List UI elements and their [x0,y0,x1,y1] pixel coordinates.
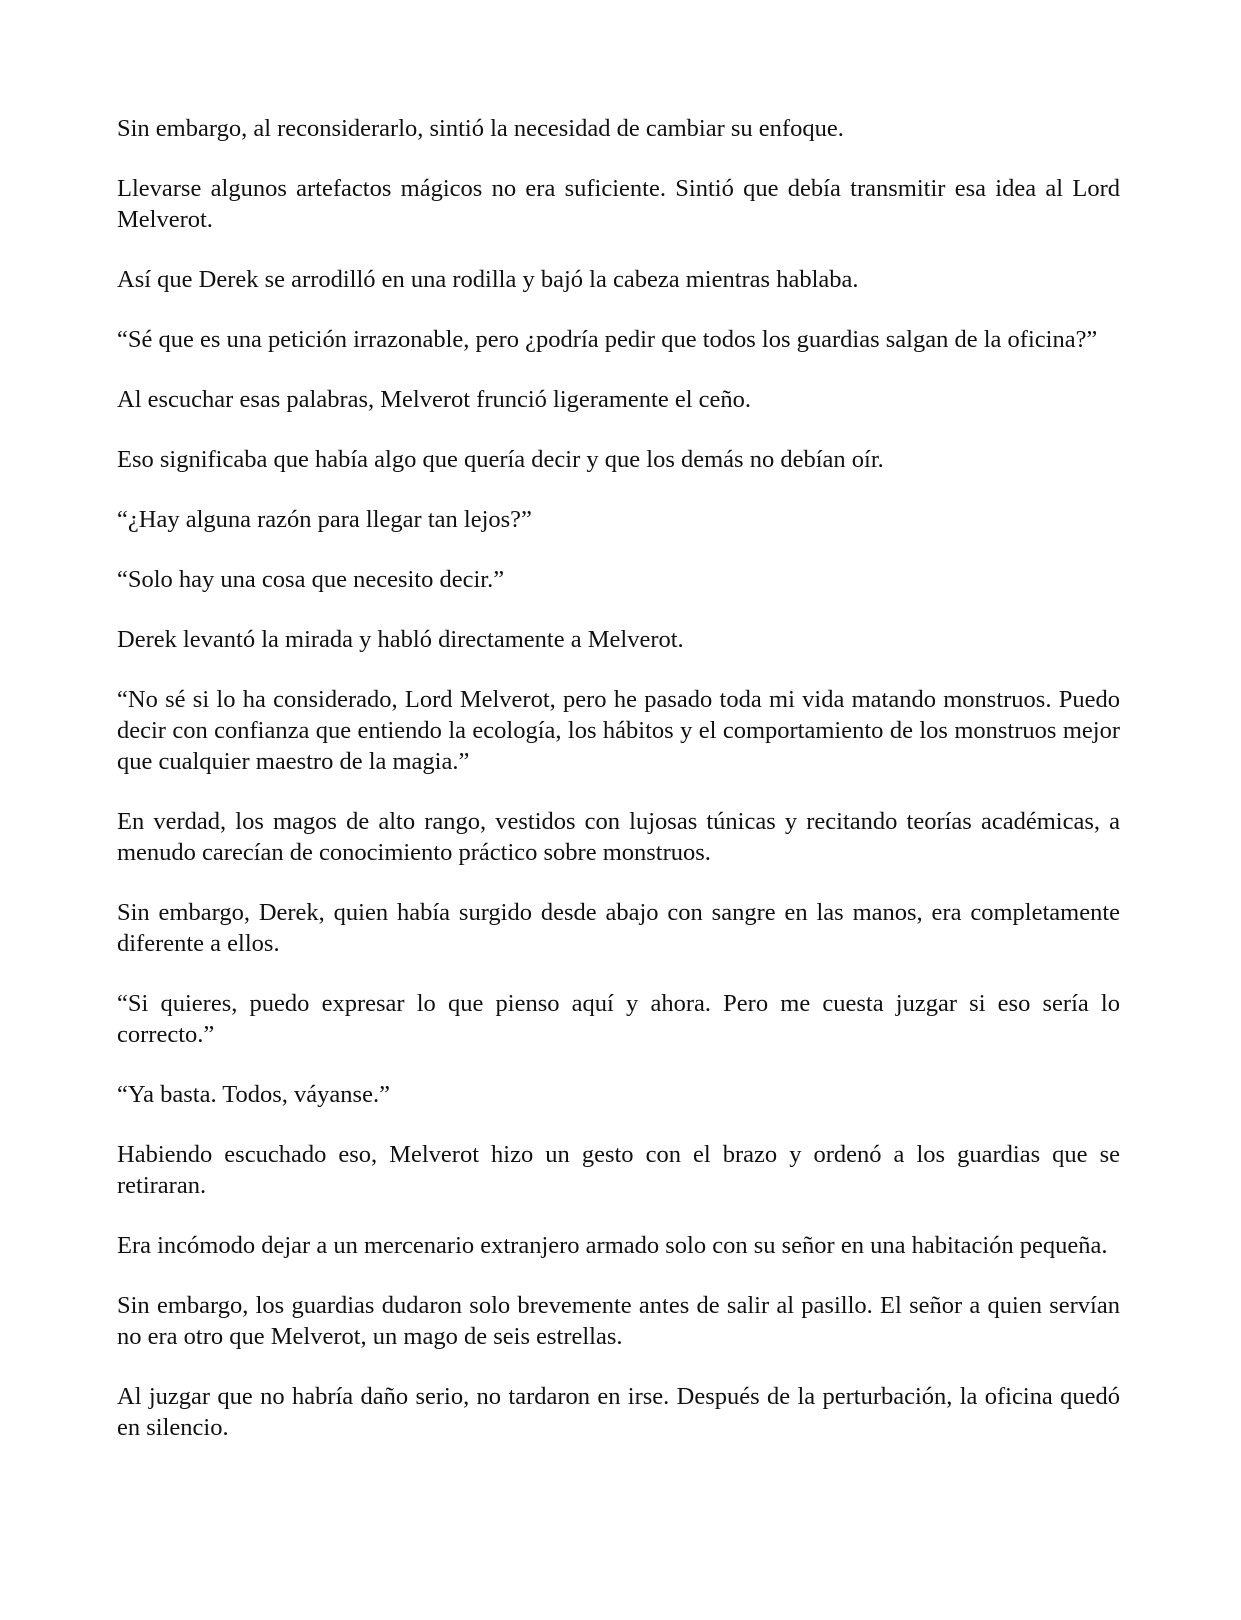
paragraph: Así que Derek se arrodilló en una rodilla y bajó la cabeza mientras hablaba. [117,266,859,293]
paragraph: Sin embargo, los guardias dudaron solo brevemente antes de salir al pasillo. El señor a quien servían no era otro que Melverot, un mago de seis estrellas. [117,1292,1120,1350]
paragraph: En verdad, los magos de alto rango, vestidos con lujosas túnicas y recitando teorías académicas, a menudo carecían de conocimiento práctico sobre monstruos. [117,808,1120,866]
paragraph: Era incómodo dejar a un mercenario extranjero armado solo con su señor en una habitación pequeña. [117,1232,1108,1259]
paragraph: Derek levantó la mirada y habló directamente a Melverot. [117,626,684,653]
paragraph: Habiendo escuchado eso, Melverot hizo un gesto con el brazo y ordenó a los guardias que se retiraran. [117,1141,1120,1199]
paragraph: Sin embargo, al reconsiderarlo, sintió la necesidad de cambiar su enfoque. [117,115,844,142]
paragraph: Al juzgar que no habría daño serio, no tardaron en irse. Después de la perturbación, la oficina quedó en silencio. [117,1383,1120,1441]
paragraph: Eso significaba que había algo que quería decir y que los demás no debían oír. [117,446,884,473]
paragraph: “¿Hay alguna razón para llegar tan lejos?” [117,506,532,533]
paragraph: “Sé que es una petición irrazonable, pero ¿podría pedir que todos los guardias salgan de la oficina?” [117,326,1098,353]
paragraph: “No sé si lo ha considerado, Lord Melverot, pero he pasado toda mi vida matando monstruos. Puedo decir con confianza que entiendo la ecología, los hábitos y el comportamiento de los monstruos mejor que cualquier maestro de la magia.” [117,686,1120,775]
paragraph: Al escuchar esas palabras, Melverot frunció ligeramente el ceño. [117,386,751,413]
document-body [117,113,1120,1472]
paragraph: Sin embargo, Derek, quien había surgido desde abajo con sangre en las manos, era completamente diferente a ellos. [117,899,1120,957]
paragraph: “Ya basta. Todos, váyanse.” [117,1081,390,1108]
paragraph: “Si quieres, puedo expresar lo que pienso aquí y ahora. Pero me cuesta juzgar si eso sería lo correcto.” [117,990,1120,1048]
paragraph: Llevarse algunos artefactos mágicos no era suficiente. Sintió que debía transmitir esa idea al Lord Melverot. [117,175,1120,233]
paragraph: “Solo hay una cosa que necesito decir.” [117,566,505,593]
